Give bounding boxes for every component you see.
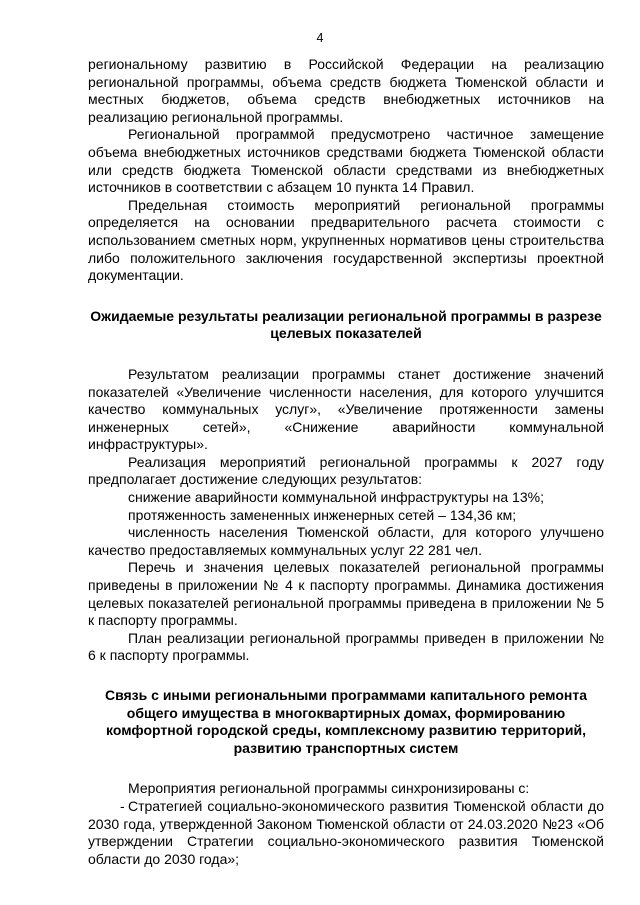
document-body xyxy=(88,56,604,868)
intro-paragraph-2: Региональной программой предусмотрено частичное замещение объема внебюджетных источников средствами бюджета Тюменской области или средств бюджета Тюменской области средствами из внебюджетных источников в соответствии с абзацем 10 пункта 14 Правил. xyxy=(88,126,604,196)
results-paragraph-1: Результатом реализации программы станет достижение значений показателей «Увеличение численности населения, для которого улучшится качество коммунальных услуг», «Увеличение протяженности замены инженерных сетей», «Снижение аварийности коммунальной инфраструктуры». xyxy=(88,365,604,453)
page-number: 4 xyxy=(316,31,324,45)
list-item xyxy=(88,798,604,868)
list-dash-marker: - xyxy=(120,797,125,814)
results-paragraph-2: Реализация мероприятий региональной программы к 2027 году предполагает достижение следующих результатов: xyxy=(88,453,604,488)
section-heading-results: Ожидаемые результаты реализации региональной программы в разрезе целевых показателей xyxy=(90,307,602,342)
results-item-networks: протяженность замененных инженерных сетей – 134,36 км; xyxy=(128,506,517,523)
list-item-text: Стратегией социально-экономического развития Тюменской области до 2030 года, утвержденной Законом Тюменской области от 24.03.2020 №23 «Об утверждении Стратегии социально-экономического развития Тюменской области до 2030 года»; xyxy=(88,797,604,867)
results-item-accidents: снижение аварийности коммунальной инфраструктуры на 13%; xyxy=(128,489,544,506)
links-intro: Мероприятия региональной программы синхронизированы с: xyxy=(128,780,530,797)
intro-paragraph-3: Предельная стоимость мероприятий региональной программы определяется на основании предварительного расчета стоимости с использованием сметных норм, укрупненных нормативов цены строительства либо положительного заключения государственной экспертизы проектной документации. xyxy=(88,196,604,284)
section-heading-links: Связь с иными региональными программами капитального ремонта общего имущества в многоквартирных домах, формированию комфортной городской среды, комплексному развитию территорий, развитию транспортных систем xyxy=(104,687,587,756)
results-item-population: численность населения Тюменской области, для которого улучшено качество предоставляемых коммунальных услуг 22 281 чел. xyxy=(88,524,604,558)
intro-paragraph-1: региональному развитию в Российской Федерации на реализацию региональной программы, объема средств бюджета Тюменской области и местных бюджетов, объема средств внебюджетных источников на реализацию региональной программы. xyxy=(88,56,604,125)
results-paragraph-plan: План реализации региональной программы приведен в приложении № 6 к паспорту программы. xyxy=(88,629,604,664)
results-paragraph-indicators: Перечь и значения целевых показателей региональной программы приведены в приложении № 4 к паспорту программы. Динамика достижения целевых показателей региональной программы приведена в приложении № 5 к паспорту программы. xyxy=(88,559,604,629)
